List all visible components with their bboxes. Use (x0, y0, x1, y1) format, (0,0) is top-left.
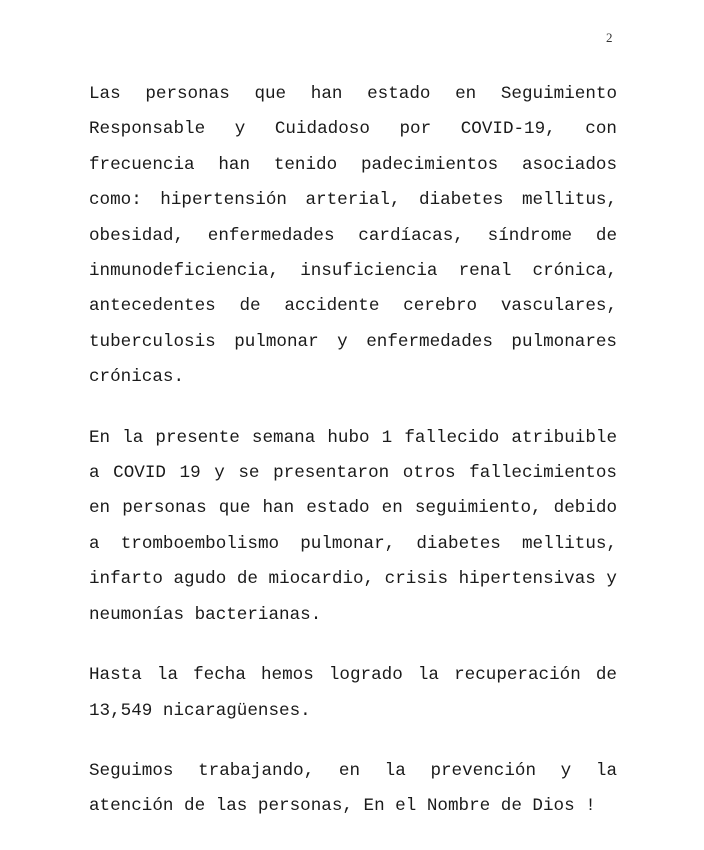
paragraph-closing[interactable]: Seguimos trabajando, en la prevención y la atención de las personas, En el Nombre de Dios ! (89, 760, 617, 817)
paragraph-deaths[interactable]: En la presente semana hubo 1 fallecido atribuible a COVID 19 y se presentaron otros fallecimientos en personas que han estado en seguimiento, debido a tromboembolismo pulmonar, diabetes mellitus, infarto agudo de miocardio, crisis hipertensivas y neumonías bacterianas. (89, 427, 617, 625)
document-body[interactable] (89, 77, 617, 850)
paragraph-comorbidities[interactable]: Las personas que han estado en Seguimiento Responsable y Cuidadoso por COVID-19, con frecuencia han tenido padecimientos asociados como: hipertensión arterial, diabetes mellitus, obesidad, enfermedades cardíacas, síndrome de inmunodeficiencia, insuficiencia renal crónica, antecedentes de accidente cerebro vasculares, tuberculosis pulmonar y enfermedades pulmonares crónicas. (89, 84, 617, 388)
page-number: 2 (606, 30, 613, 45)
paragraph-recovery[interactable]: Hasta la fecha hemos logrado la recuperación de 13,549 nicaragüenses. (89, 665, 617, 721)
